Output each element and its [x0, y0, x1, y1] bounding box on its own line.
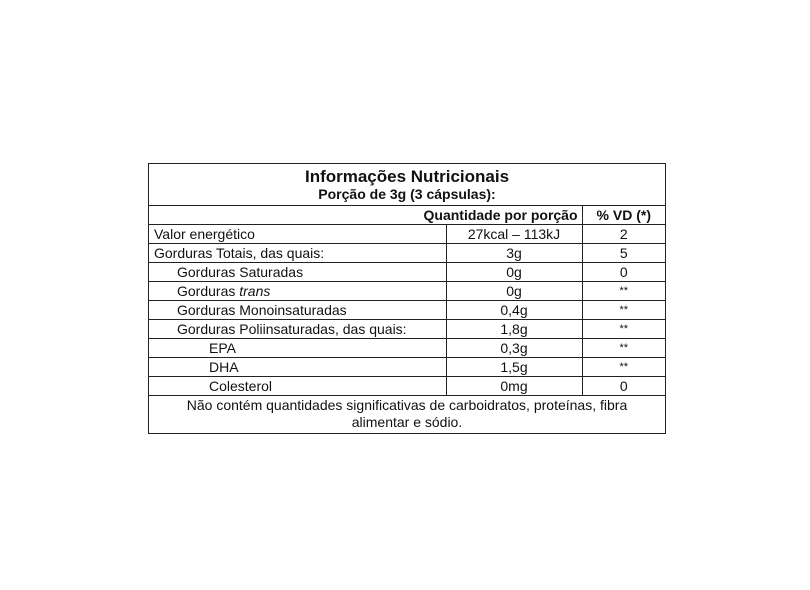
row-name-italic: trans	[239, 282, 271, 299]
row-daily-value-text: **	[619, 360, 629, 373]
row-daily-value	[582, 282, 665, 301]
row-quantity: 0mg	[446, 377, 582, 396]
footnote-line-2: alimentar e sódio.	[351, 414, 463, 430]
row-quantity: 1,8g	[446, 320, 582, 339]
row-quantity: 1,5g	[446, 358, 582, 377]
row-daily-value-text: **	[619, 284, 629, 297]
row-name: EPA	[149, 339, 446, 358]
row-quantity: 0,3g	[446, 339, 582, 358]
row-daily-value	[582, 320, 665, 339]
row-name: Colesterol	[149, 377, 446, 396]
serving-size: Porção de 3g (3 cápsulas):	[318, 186, 496, 202]
row-daily-value-text: **	[619, 341, 629, 354]
table-row	[149, 301, 665, 320]
row-quantity: 0,4g	[446, 301, 582, 320]
row-name: DHA	[149, 358, 446, 377]
row-name: Gorduras Totais, das quais:	[149, 244, 446, 263]
table-row	[149, 320, 665, 339]
row-daily-value: 5	[582, 244, 665, 263]
row-daily-value: 2	[582, 225, 665, 244]
table-header-row	[149, 206, 665, 225]
nutrition-table	[149, 206, 665, 396]
header-daily-value: % VD (*)	[582, 206, 665, 225]
row-quantity: 0g	[446, 263, 582, 282]
row-daily-value: 0	[582, 377, 665, 396]
header-quantity: Quantidade por porção	[149, 206, 582, 225]
row-daily-value	[582, 358, 665, 377]
row-name: Gorduras Monoinsaturadas	[149, 301, 446, 320]
row-daily-value-text: **	[619, 322, 629, 335]
table-row	[149, 244, 665, 263]
row-name: Valor energético	[149, 225, 446, 244]
row-daily-value-text: **	[619, 303, 629, 316]
row-quantity: 0g	[446, 282, 582, 301]
row-daily-value	[582, 301, 665, 320]
row-name-prefix: Gorduras	[177, 282, 240, 299]
table-row	[149, 282, 665, 301]
footnote-line-1: Não contém quantidades significativas de carboidratos, proteínas, fibra	[186, 397, 628, 413]
row-daily-value	[582, 339, 665, 358]
table-row	[149, 263, 665, 282]
row-name: Gorduras Saturadas	[149, 263, 446, 282]
panel-title: Informações Nutricionais	[304, 167, 510, 186]
table-row	[149, 225, 665, 244]
nutrition-facts-panel	[148, 163, 666, 434]
row-name: Gorduras Poliinsaturadas, das quais:	[149, 320, 446, 339]
row-quantity: 27kcal – 113kJ	[446, 225, 582, 244]
table-row	[149, 358, 665, 377]
table-row	[149, 377, 665, 396]
table-row	[149, 339, 665, 358]
footnote	[149, 396, 665, 433]
row-daily-value: 0	[582, 263, 665, 282]
row-name	[149, 282, 446, 301]
row-quantity: 3g	[446, 244, 582, 263]
title-block	[149, 164, 665, 206]
